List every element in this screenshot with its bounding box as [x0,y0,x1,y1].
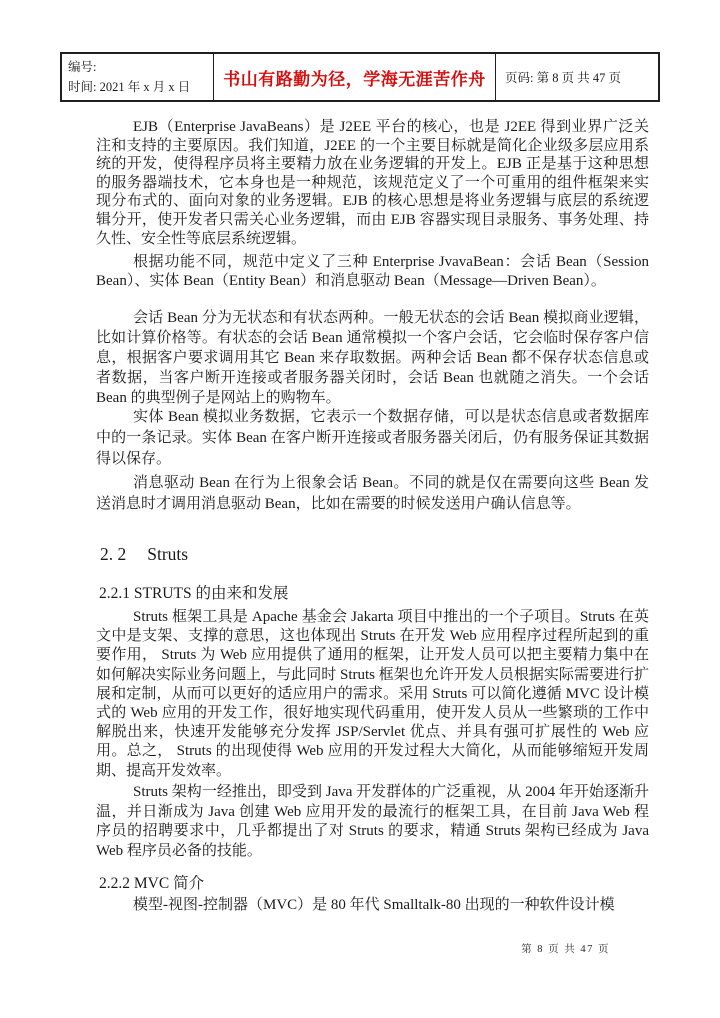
paragraph-struts-popularity: Struts 架构一经推出，即受到 Java 开发群体的广泛重视，从 2004 年开始逐渐升温，并日渐成为 Java 创建 Web 应用开发的最流行的框架工具，在目前 Java Web 程序员的招聘要求中，几乎都提出了对 Struts 的要求，精通 Struts 架构已经成为 Java Web 程序员必备的技能。 [96,784,649,859]
header-table [60,52,660,102]
doc-number-label: 编号: [68,60,97,74]
paragraph-struts-origin: Struts 框架工具是 Apache 基金会 Jakarta 项目中推出的一个子项目。Struts 在英文中是支架、支撑的意思，这也体现出 Struts 在开发 Web 应用程序过程所起到的重要作用， Struts 为 Web 应用提供了通用的框架，让开发人员可以把主要精力集中在如何解决实际业务问题上，与此同时 Struts 框架也允许开发人员根据实际需要进行扩展和定制，从而可以更好的适应用户的需求。采用 Struts 可以简化遵循 MVC 设计模式的 Web 应用的开发工作，很好地实现代码重用，使开发人员从一些繁琐的工作中解脱出来，快速开发能够充分发挥 JSP/Servlet 优点、并具有强可扩展性的 Web 应用。总之， Struts 的出现使得 Web 应用的开发过程大大简化，从而能够缩短开发周期、提高开发效率。 [96,609,649,779]
paragraph-entity-bean: 实体 Bean 模拟业务数据，它表示一个数据存储，可以是状态信息或者数据库中的一条记录。实体 Bean 在客户断开连接或者服务器关闭后，仍有服务保证其数据得以保存。 [96,409,649,467]
paragraph-ejb-intro: EJB（Enterprise JavaBeans）是 J2EE 平台的核心，也是 J2EE 得到业界广泛关注和支持的主要原因。我们知道，J2EE 的一个主要目标就是简化企业级多层应用系统的开发，使得程序员将主要精力放在业务逻辑的开发上。EJB 正是基于这种思想的服务器端技术，它本身也是一种规范，该规范定义了一个可重用的组件框架来实现分布式的、面向对象的业务逻辑。EJB 的核心思想是将业务逻辑与底层的系统逻辑分开，使开发者只需关心业务逻辑，而由 EJB 容器实现目录服务、事务处理、持久性、安全性等底层系统逻辑。 [96,119,649,247]
page-footer: 第 8 页 共 47 页 [521,944,610,955]
subsection-heading-struts-origin: 2.2.1 STRUTS 的由来和发展 [99,585,289,602]
header-cell-meta [62,54,214,100]
section-title: Struts [147,544,189,564]
slogan-text: 书山有路勤为径，学海无涯苦作舟 [223,69,486,89]
section-number: 2. 2 [100,544,127,564]
header-cell-page [496,54,658,100]
header-cell-slogan [214,54,496,100]
header-page-label: 页码: 第 8 页 共 47 页 [505,71,621,85]
subsection-heading-mvc: 2.2.2 MVC 简介 [99,875,205,892]
paragraph-mvc-intro: 模型-视图-控制器（MVC）是 80 年代 Smalltalk-80 出现的一种软件设计模 [133,897,615,913]
paragraph-message-bean: 消息驱动 Bean 在行为上很象会话 Bean。不同的就是仅在需要向这些 Bean 发送消息时才调用消息驱动 Bean，比如在需要的时候发送用户确认信息等。 [96,475,649,512]
doc-time-label: 时间: 2021 年 x 月 x 日 [68,80,191,94]
paragraph-session-bean: 会话 Bean 分为无状态和有状态两种。一般无状态的会话 Bean 模拟商业逻辑，比如计算价格等。有状态的会话 Bean 通常模拟一个客户会话，它会临时保存客户信息，根据客户要求调用其它 Bean 来存取数据。两种会话 Bean 都不保存状态信息或者数据，当客户断开连接或者服务器关闭时，会话 Bean 也就随之消失。一个会话 Bean 的典型例子是网站上的购物车。 [96,310,649,406]
paragraph-three-beans: 根据功能不同，规范中定义了三种 Enterprise JvavaBean：会话 Bean（Session Bean）、实体 Bean（Entity Bean）和消息驱动 Bean（Message—Driven Bean）。 [96,254,649,289]
section-heading-struts [100,544,188,565]
